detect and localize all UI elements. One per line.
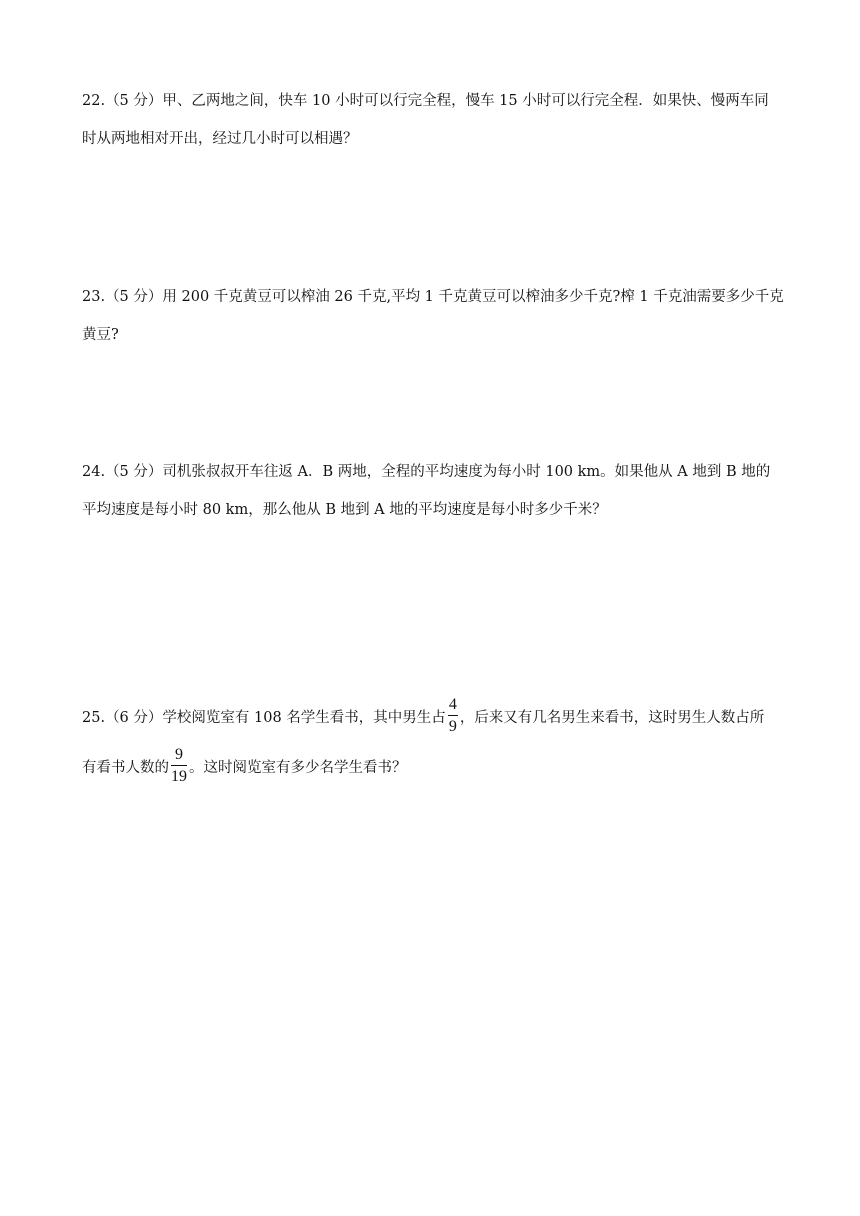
question-number: 23 bbox=[82, 289, 101, 305]
question-text: 时从两地相对开出，经过几小时可以相遇？ bbox=[82, 131, 358, 147]
fraction-denominator: 9 bbox=[448, 718, 457, 735]
question-24 bbox=[82, 453, 812, 529]
question-text: 用 200 千克黄豆可以榨油 26 千克,平均 1 千克黄豆可以榨油多少千克?榨 1 千克油需要多少千克 bbox=[162, 289, 784, 305]
question-25-line-2 bbox=[82, 743, 812, 793]
question-score: （6 分） bbox=[105, 710, 163, 726]
question-score: （5 分） bbox=[105, 289, 163, 305]
question-score: （5 分） bbox=[105, 93, 163, 109]
question-text: 甲、乙两地之间，快车 10 小时可以行完全程，慢车 15 小时可以行完全程．如果快、慢两车同 bbox=[162, 93, 769, 109]
question-number: 22 bbox=[82, 93, 101, 109]
question-text: 学校阅览室有 108 名学生看书，其中男生占 bbox=[162, 710, 446, 726]
question-22 bbox=[82, 82, 812, 158]
question-23 bbox=[82, 278, 812, 354]
question-25 bbox=[82, 693, 812, 793]
question-text: 黄豆? bbox=[82, 327, 119, 343]
fraction-numerator: 9 bbox=[171, 747, 187, 766]
question-text: 司机张叔叔开车往返 A．B 两地，全程的平均速度为每小时 100 km。如果他从 A 地到 B 地的 bbox=[162, 464, 771, 480]
fraction bbox=[448, 697, 458, 735]
question-23-line-1: 23.（5 分）用 200 千克黄豆可以榨油 26 千克,平均 1 千克黄豆可以榨油多少千克?榨 1 千克油需要多少千克 bbox=[82, 289, 784, 305]
question-22-line-1: 22.（5 分）甲、乙两地之间，快车 10 小时可以行完全程，慢车 15 小时可以行完全程．如果快、慢两车同 bbox=[82, 93, 769, 109]
fraction-denominator: 19 bbox=[171, 768, 187, 785]
question-text: 。这时阅览室有多少名学生看书？ bbox=[189, 760, 407, 776]
question-text: 有看书人数的 bbox=[82, 760, 169, 776]
question-number: 25 bbox=[82, 710, 101, 726]
question-number: 24 bbox=[82, 464, 101, 480]
question-text: 平均速度是每小时 80 km，那么他从 B 地到 A 地的平均速度是每小时多少千米？ bbox=[82, 502, 607, 518]
question-24-line-1: 24.（5 分）司机张叔叔开车往返 A．B 两地，全程的平均速度为每小时 100 km。如果他从 A 地到 B 地的 bbox=[82, 464, 771, 480]
question-text: ，后来又有几名男生来看书，这时男生人数占所 bbox=[459, 710, 765, 726]
question-score: （5 分） bbox=[105, 464, 163, 480]
fraction-numerator: 4 bbox=[448, 697, 458, 716]
question-25-line-1: 25.（6 分）学校阅览室有 108 名学生看书，其中男生占 $\frac{4}{9}$ ，后来又有几名男生来看书，这时男生人数占所 bbox=[82, 696, 765, 735]
fraction bbox=[171, 747, 187, 785]
